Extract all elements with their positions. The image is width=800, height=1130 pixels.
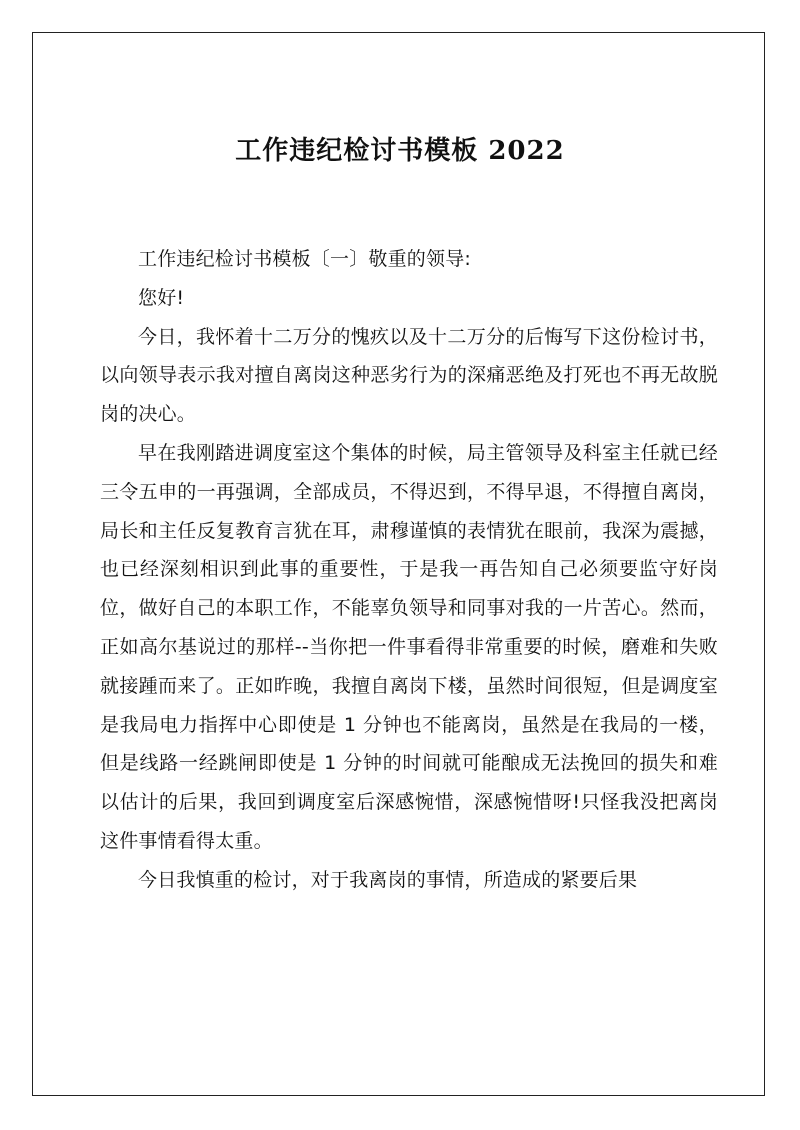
paragraph-intro: 今日，我怀着十二万分的愧疚以及十二万分的后悔写下这份检讨书，以向领导表示我对擅自离岗这种恶劣行为的深痛恶绝及打死也不再无故脱岗的决心。 bbox=[100, 325, 718, 426]
paragraph-body: 早在我刚踏进调度室这个集体的时候，局主管领导及科室主任就已经三令五申的一再强调，全部成员，不得迟到，不得早退，不得擅自离岗，局长和主任反复教育言犹在耳，肃穆谨慎的表情犹在眼前，我深为震撼，也已经深刻相识到此事的重要性，于是我一再告知自己必须要监守好岗位，做好自己的本职工作，不能辜负领导和同事对我的一片苦心。然而，正如高尔基说过的那样--当你把一件事看得非常重要的时候，磨难和失败就接踵而来了。正如昨晚，我擅自离岗下楼，虽然时间很短，但是调度室是我局电力指挥中心即使是 1 分钟也不能离岗，虽然是在我局的一楼，但是线路一经跳闸即使是 1 分钟的时间就可能酿成无法挽回的损失和难以估计的后果，我回到调度室后深感惋惜，深感惋惜呀!只怪我没把离岗这件事情看得太重。 bbox=[100, 441, 718, 852]
paragraph-greeting: 您好! bbox=[138, 286, 185, 309]
document-title: 工作违纪检讨书模板 2022 bbox=[235, 136, 565, 166]
paragraph-closing-start: 今日我慎重的检讨，对于我离岗的事情，所造成的紧要后果 bbox=[138, 868, 638, 891]
document-body bbox=[100, 240, 718, 900]
paragraph-salutation: 工作违纪检讨书模板〔一〕敬重的领导: bbox=[138, 248, 472, 270]
